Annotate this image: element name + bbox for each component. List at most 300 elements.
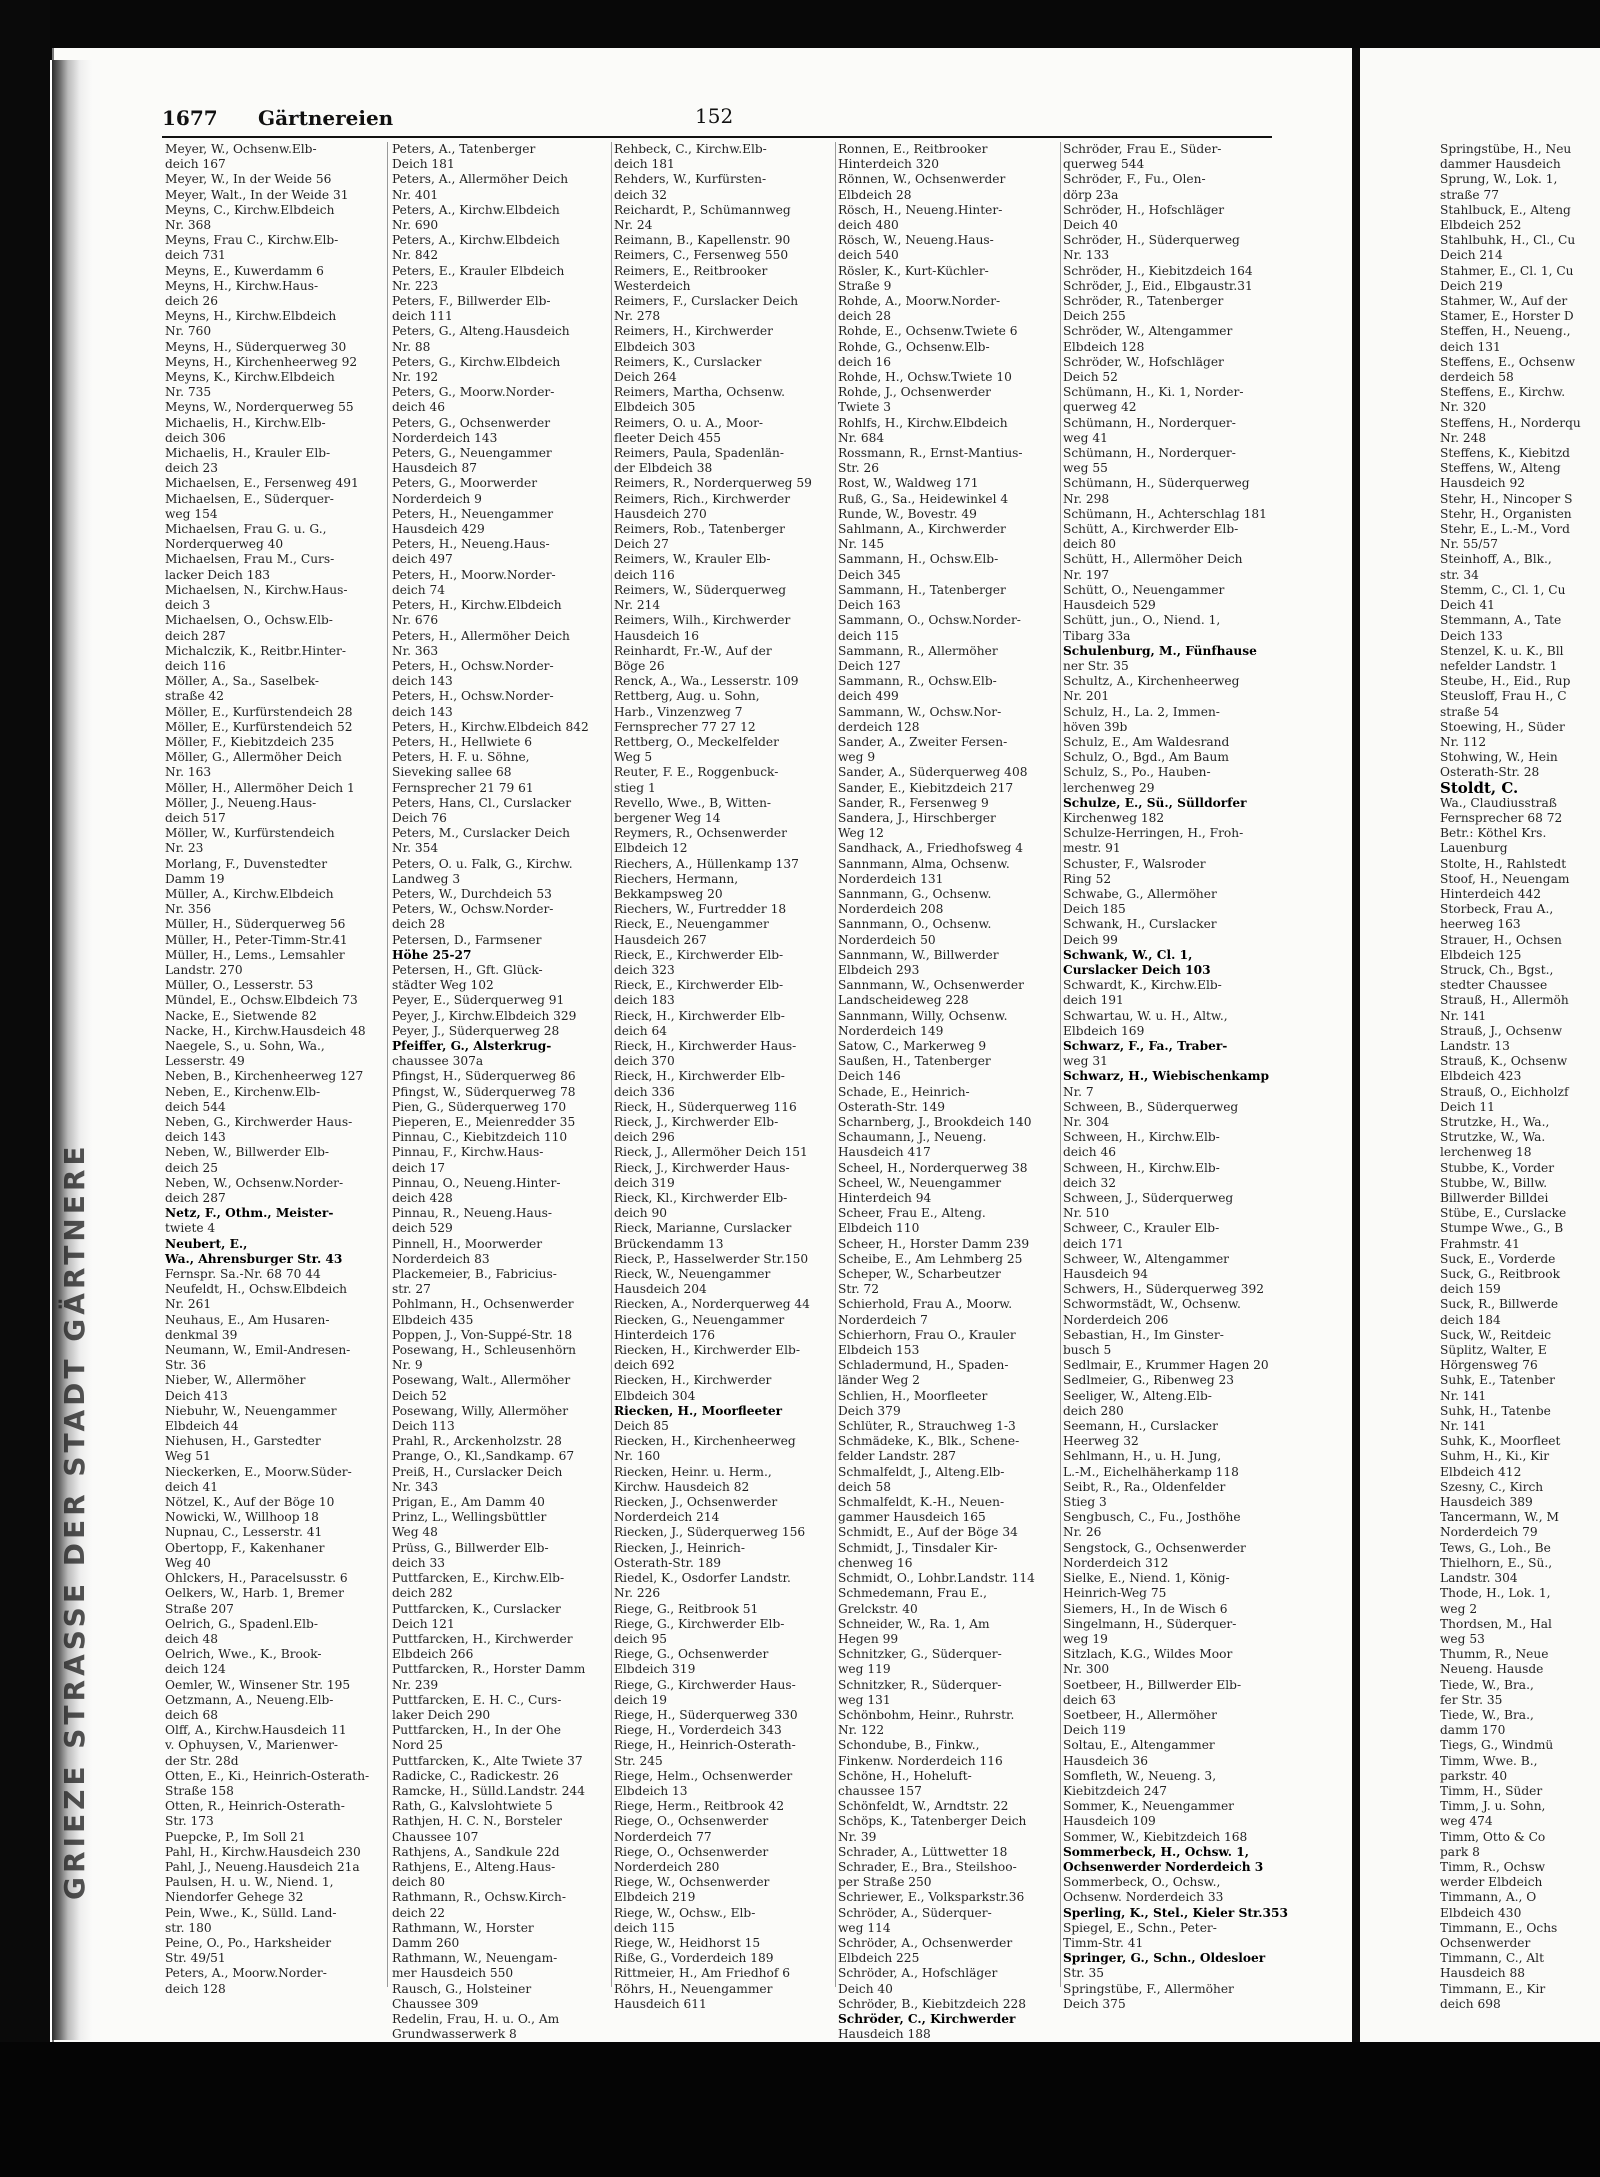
directory-line: Peters, H. F. u. Söhne, xyxy=(392,750,530,765)
directory-line: Schwardt, K., Kirchw.Elb- xyxy=(1063,978,1222,993)
directory-line: Hausdeich 92 xyxy=(1440,476,1525,491)
directory-line: Elbdeich 13 xyxy=(614,1783,688,1798)
directory-line: Schweer, W., Altengammer xyxy=(1063,1251,1230,1266)
directory-line: deich 159 xyxy=(1440,1282,1501,1297)
directory-line: Elbdeich 266 xyxy=(392,1647,474,1662)
directory-line: Elbdeich 304 xyxy=(614,1388,696,1403)
directory-line: Rohde, H., Ochsw.Twiete 10 xyxy=(838,370,1012,385)
directory-line: Nr. 214 xyxy=(614,598,661,613)
directory-line: Reimers, Wilh., Kirchwerder xyxy=(614,613,791,628)
column-divider xyxy=(611,142,612,1987)
directory-line: Riechers, A., Hüllenkamp 137 xyxy=(614,856,799,871)
directory-line: Westerdeich xyxy=(614,278,691,293)
directory-line: Schierhold, Frau A., Moorw. xyxy=(838,1297,1013,1312)
directory-column-4 xyxy=(838,142,1060,2042)
directory-line: deich 90 xyxy=(614,1206,667,1221)
directory-line: Schweer, C., Krauler Elb- xyxy=(1063,1221,1220,1236)
directory-line: Möller, A., Sa., Saselbek- xyxy=(165,674,320,689)
directory-line: Möller, E., Kurfürstendeich 28 xyxy=(165,704,353,719)
directory-line: deich 26 xyxy=(165,294,218,309)
directory-line: Thielhorn, E., Sü., xyxy=(1440,1555,1553,1570)
directory-line: Rehders, W., Kurfürsten- xyxy=(614,172,767,187)
directory-line: Mündel, E., Ochsw.Elbdeich 73 xyxy=(165,993,358,1008)
directory-line: Sedlmair, E., Krummer Hagen 20 xyxy=(1063,1358,1269,1373)
directory-line: Meyns, Frau C., Kirchw.Elb- xyxy=(165,233,339,248)
directory-line: Neueng. Hausde xyxy=(1440,1662,1544,1677)
directory-line: Peters, A., Kirchw.Elbdeich xyxy=(392,202,560,217)
directory-line: Rieck, E., Kirchwerder Elb- xyxy=(614,947,784,962)
directory-line: Stubbe, W., Billw. xyxy=(1440,1175,1548,1190)
directory-line: v. Ophuysen, V., Marienwer- xyxy=(165,1738,339,1753)
directory-line: Petersen, D., Farmsener xyxy=(392,932,542,947)
directory-line: deich 28 xyxy=(838,309,891,324)
directory-line: straße 77 xyxy=(1440,187,1499,202)
directory-line: Rieck, W., Neuengammer xyxy=(614,1267,771,1282)
directory-line: Böge 26 xyxy=(614,658,665,673)
directory-line: Oelrich, Wwe., K., Brook- xyxy=(165,1647,322,1662)
directory-line: Elbdeich 28 xyxy=(838,187,912,202)
directory-line: weg 474 xyxy=(1440,1814,1493,1829)
directory-line: Sitzlach, K.G., Wildes Moor xyxy=(1063,1647,1233,1662)
directory-line: Schmidt, E., Auf der Böge 34 xyxy=(838,1525,1018,1540)
directory-line: Rösch, W., Neueng.Haus- xyxy=(838,233,994,248)
directory-line: Nr. 760 xyxy=(165,324,212,339)
directory-line: Ruß, G., Sa., Heidewinkel 4 xyxy=(838,491,1009,506)
directory-line: Peters, Hans, Cl., Curslacker xyxy=(392,795,572,810)
directory-line: Elbdeich 293 xyxy=(838,962,920,977)
directory-line: Reimers, O. u. A., Moor- xyxy=(614,415,764,430)
directory-line: Suck, R., Billwerde xyxy=(1440,1297,1559,1312)
directory-line: Riege, Helm., Ochsenwerder xyxy=(614,1768,793,1783)
directory-line: Nr. 26 xyxy=(1063,1525,1102,1540)
directory-line: Meyns, E., Kuwerdamm 6 xyxy=(165,263,324,278)
directory-line: Schütt, O., Neuengammer xyxy=(1063,582,1225,597)
directory-line: Nr. 223 xyxy=(392,278,439,293)
directory-line: Schierhorn, Frau O., Krauler xyxy=(838,1327,1016,1342)
directory-line: Tews, G., Loh., Be xyxy=(1440,1540,1551,1555)
directory-line: deich 115 xyxy=(614,1920,675,1935)
directory-line: deich 116 xyxy=(614,567,675,582)
directory-line: Michaelsen, E., Fersenweg 491 xyxy=(165,476,359,491)
directory-line: Stahmer, W., Auf der xyxy=(1440,294,1568,309)
directory-line: Strauß, H., Allermöh xyxy=(1440,993,1569,1008)
directory-line: Riege, H., Süderquerweg 330 xyxy=(614,1707,798,1722)
directory-line: deich 17 xyxy=(392,1160,445,1175)
directory-line: Norderdeich 149 xyxy=(838,1023,944,1038)
directory-line: deich 80 xyxy=(1063,537,1116,552)
directory-line: Schmedemann, Frau E., xyxy=(838,1586,987,1601)
directory-line: deich 370 xyxy=(614,1054,675,1069)
directory-line: Schulz, H., La. 2, Immen- xyxy=(1063,704,1220,719)
directory-line: Puttfarcken, H., Kirchwerder xyxy=(392,1631,573,1646)
directory-line: Deich 41 xyxy=(1440,598,1495,613)
directory-line: Elbdeich 303 xyxy=(614,339,696,354)
directory-line: Puepcke, P., Im Soll 21 xyxy=(165,1829,306,1844)
directory-line: Deich 219 xyxy=(1440,278,1503,293)
directory-line: Schröder, F., Fu., Olen- xyxy=(1063,172,1206,187)
directory-line: deich 111 xyxy=(392,309,453,324)
directory-line: deich 68 xyxy=(165,1707,218,1722)
directory-line: Puttfarcken, H., In der Ohe xyxy=(392,1723,562,1738)
directory-line: Nr. 24 xyxy=(614,218,653,233)
directory-line: Pohlmann, H., Ochsenwerder xyxy=(392,1297,574,1312)
directory-line: Nr. 690 xyxy=(392,218,439,233)
directory-line: Schröder, R., Tatenberger xyxy=(1063,294,1224,309)
directory-line: Michaelis, H., Krauler Elb- xyxy=(165,446,331,461)
directory-line: weg 119 xyxy=(838,1662,891,1677)
directory-line: deich 323 xyxy=(614,962,675,977)
directory-line: Springer, G., Schn., Oldesloer xyxy=(1063,1951,1266,1966)
scan-border-bottom xyxy=(0,2042,1600,2177)
directory-line: derdeich 128 xyxy=(838,719,920,734)
directory-line: Schümann, H., Ki. 1, Norder- xyxy=(1063,385,1244,400)
directory-line: Peters, G., Neuengammer xyxy=(392,446,552,461)
directory-line: dammer Hausdeich xyxy=(1440,157,1561,172)
directory-line: Rath, G., Kalvslohtwiete 5 xyxy=(392,1799,553,1814)
directory-line: Reimann, B., Kapellenstr. 90 xyxy=(614,233,791,248)
directory-line: Schröder, W., Hofschläger xyxy=(1063,354,1224,369)
directory-line: Prahl, R., Arckenholzstr. 28 xyxy=(392,1434,562,1449)
directory-line: Reimers, W., Krauler Elb- xyxy=(614,552,771,567)
directory-line: Spiegel, E., Schn., Peter- xyxy=(1063,1920,1217,1935)
directory-line: Meyer, W., Ochsenw.Elb- xyxy=(165,142,317,156)
directory-line: Deich 85 xyxy=(614,1419,669,1434)
directory-line: Hinterdeich 176 xyxy=(614,1327,716,1342)
directory-line: Reimers, Rob., Tatenberger xyxy=(614,522,785,537)
directory-line: Stoldt, C. xyxy=(1440,778,1519,797)
directory-line: Rösch, H., Neueng.Hinter- xyxy=(838,202,1003,217)
directory-line: Elbdeich 153 xyxy=(838,1343,920,1358)
directory-line: Möller, H., Allermöher Deich 1 xyxy=(165,780,355,795)
directory-line: denkmal 39 xyxy=(165,1327,238,1342)
directory-line: Meyns, H., Kirchenheerweg 92 xyxy=(165,354,358,369)
directory-line: Timm, H., Süder xyxy=(1440,1783,1543,1798)
directory-line: Hausdeich 417 xyxy=(838,1145,931,1160)
directory-line: Suck, G., Reitbrook xyxy=(1440,1267,1560,1282)
directory-line: Redelin, Frau, H. u. O., Am xyxy=(392,2011,560,2026)
directory-line: Schriewer, E., Volksparkstr.36 xyxy=(838,1890,1025,1905)
directory-line: Nr. 735 xyxy=(165,385,212,400)
directory-line: Rieck, E., Neuengammer xyxy=(614,917,769,932)
directory-line: Scheper, W., Scharbeutzer xyxy=(838,1267,1001,1282)
directory-line: heerweg 163 xyxy=(1440,917,1521,932)
directory-line: Neuhaus, E., Am Husaren- xyxy=(165,1312,330,1327)
directory-line: Landstr. 13 xyxy=(1440,1038,1510,1053)
directory-line: Rieck, H., Kirchwerder Elb- xyxy=(614,1069,785,1084)
directory-line: Hausdeich 109 xyxy=(1063,1814,1156,1829)
directory-line: Rost, W., Waldweg 171 xyxy=(838,476,979,491)
directory-line: Struck, Ch., Bgst., xyxy=(1440,962,1554,977)
directory-line: Nieckerken, E., Moorw.Süder- xyxy=(165,1464,352,1479)
directory-line: Norderdeich 83 xyxy=(392,1251,490,1266)
directory-line: Osterath-Str. 28 xyxy=(1440,765,1540,780)
directory-line: Schwank, W., Cl. 1, xyxy=(1063,947,1193,962)
directory-line: Nr. 356 xyxy=(165,902,212,917)
directory-line: Stoof, H., Neuengam xyxy=(1440,871,1570,886)
directory-line: Steffen, H., Neueng., xyxy=(1440,324,1571,339)
directory-line: Pahl, J., Neueng.Hausdeich 21a xyxy=(165,1859,360,1874)
directory-line: Peters, H., Ochsw.Norder- xyxy=(392,658,554,673)
directory-line: Schütt, A., Kirchwerder Elb- xyxy=(1063,522,1239,537)
directory-line: Scheer, H., Horster Damm 239 xyxy=(838,1236,1030,1251)
directory-line: Ochsenw. Norderdeich 33 xyxy=(1063,1890,1224,1905)
directory-line: Norderdeich 7 xyxy=(838,1312,928,1327)
directory-line: Riecken, A., Norderquerweg 44 xyxy=(614,1297,810,1312)
directory-line: Hausdeich 267 xyxy=(614,932,707,947)
directory-line: Elbdeich 319 xyxy=(614,1662,696,1677)
directory-line: Nr. 7 xyxy=(1063,1084,1094,1099)
directory-line: Str. 245 xyxy=(614,1753,663,1768)
directory-line: fleeter Deich 455 xyxy=(614,430,722,445)
directory-line: Tiede, W., Bra., xyxy=(1440,1677,1534,1692)
directory-line: Norderdeich 79 xyxy=(1440,1525,1538,1540)
directory-line: fer Str. 35 xyxy=(1440,1692,1503,1707)
directory-line: Stumpe Wwe., G., B xyxy=(1440,1221,1564,1236)
directory-line: Peters, F., Billwerder Elb- xyxy=(392,294,551,309)
directory-line: Norderdeich 312 xyxy=(1063,1555,1169,1570)
directory-line: Sammann, H., Ochsw.Elb- xyxy=(838,552,999,567)
directory-line: Stahlbuck, E., Alteng xyxy=(1440,202,1571,217)
directory-line: Deich 163 xyxy=(838,598,901,613)
directory-line: Thumm, R., Neue xyxy=(1440,1647,1549,1662)
directory-line: Heerweg 32 xyxy=(1063,1434,1139,1449)
directory-line: Suhk, E., Tatenber xyxy=(1440,1373,1555,1388)
directory-line: Pinnell, H., Moorwerder xyxy=(392,1236,543,1251)
directory-line: Sammann, O., Ochsw.Norder- xyxy=(838,613,1021,628)
directory-line: Schlien, H., Moorfleeter xyxy=(838,1388,988,1403)
directory-line: Hinterdeich 320 xyxy=(838,157,940,172)
directory-line: Hausdeich 88 xyxy=(1440,1966,1525,1981)
directory-line: Schröder, B., Kiebitzdeich 228 xyxy=(838,1996,1026,2011)
directory-line: Billwerder Billdei xyxy=(1440,1191,1549,1206)
directory-line: Schmalfeldt, J., Alteng.Elb- xyxy=(838,1464,1005,1479)
directory-line: Brückendamm 13 xyxy=(614,1236,724,1251)
directory-line: deich 58 xyxy=(838,1479,891,1494)
directory-line: deich 63 xyxy=(1063,1692,1116,1707)
directory-line: Schlüter, R., Strauchweg 1-3 xyxy=(838,1419,1016,1434)
directory-line: Landstr. 304 xyxy=(1440,1571,1518,1586)
directory-line: deich 23 xyxy=(165,461,218,476)
directory-line: Nr. 133 xyxy=(1063,248,1110,263)
directory-line: Tancermann, W., M xyxy=(1440,1510,1559,1525)
directory-line: Fernspr. Sa.-Nr. 68 70 44 xyxy=(165,1267,321,1282)
directory-line: Schladermund, H., Spaden- xyxy=(838,1358,1009,1373)
directory-line: Nacke, H., Kirchw.Hausdeich 48 xyxy=(165,1023,366,1038)
directory-line: deich 544 xyxy=(165,1099,226,1114)
directory-line: Rieck, J., Kirchwerder Elb- xyxy=(614,1115,779,1129)
directory-line: Peters, G., Moorwerder xyxy=(392,476,538,491)
directory-line: Elbdeich 423 xyxy=(1440,1069,1522,1084)
directory-line: Puttfarcken, K., Alte Twiete 37 xyxy=(392,1753,583,1768)
directory-line: Suhm, H., Ki., Kir xyxy=(1440,1449,1550,1464)
directory-line: Sannmann, Alma, Ochsenw. xyxy=(838,856,1010,871)
directory-line: Soltau, E., Altengammer xyxy=(1063,1738,1215,1753)
directory-line: Nr. 343 xyxy=(392,1479,439,1494)
directory-line: Müller, A., Kirchw.Elbdeich xyxy=(165,886,334,901)
directory-line: Pinnau, C., Kiebitzdeich 110 xyxy=(392,1130,568,1145)
directory-line: deich 28 xyxy=(392,917,445,932)
directory-line: Bekkampsweg 20 xyxy=(614,886,723,901)
directory-line: Peters, H., Hellwiete 6 xyxy=(392,734,532,749)
directory-line: Riege, G., Reitbrook 51 xyxy=(614,1601,759,1616)
directory-line: Riecken, J., Süderquerweg 156 xyxy=(614,1525,806,1540)
directory-line: Peters, G., Ochsenwerder xyxy=(392,415,551,430)
directory-line: Seemann, H., Curslacker xyxy=(1063,1419,1218,1434)
directory-line: Meyns, C., Kirchw.Elbdeich xyxy=(165,202,335,217)
directory-line: Norderdeich 77 xyxy=(614,1829,712,1844)
directory-line: der Str. 28d xyxy=(165,1753,239,1768)
directory-line: Fernsprecher 68 72 xyxy=(1440,810,1563,825)
directory-line: Chaussee 107 xyxy=(392,1829,479,1844)
directory-line: Str. 35 xyxy=(1063,1966,1104,1981)
directory-line: Neben, B., Kirchenheerweg 127 xyxy=(165,1069,364,1084)
directory-line: Schwabe, G., Allermöher xyxy=(1063,886,1217,901)
directory-line: Timmann, C., Alt xyxy=(1440,1951,1544,1966)
directory-line: Riecken, Heinr. u. Herm., xyxy=(614,1464,772,1479)
directory-line: Schwormstädt, W., Ochsenw. xyxy=(1063,1297,1241,1312)
directory-line: weg 114 xyxy=(838,1920,891,1935)
directory-line: weg 131 xyxy=(838,1692,891,1707)
directory-line: Oemler, W., Winsener Str. 195 xyxy=(165,1677,351,1692)
directory-line: Strauß, K., Ochsenw xyxy=(1440,1054,1568,1069)
directory-line: Stemmann, A., Tate xyxy=(1440,613,1562,628)
directory-line: Pfeiffer, G., Alsterkrug- xyxy=(392,1038,552,1053)
directory-line: Müller, H., Peter-Timm-Str.41 xyxy=(165,932,348,947)
directory-line: Str. 26 xyxy=(838,461,879,476)
directory-line: weg 41 xyxy=(1063,430,1108,445)
directory-line: Schulenburg, M., Fünfhause xyxy=(1063,643,1257,658)
directory-line: Schröder, H., Hofschläger xyxy=(1063,202,1225,217)
directory-line: Neufeldt, H., Ochsw.Elbdeich xyxy=(165,1282,348,1297)
directory-line: Harb., Vinzenzweg 7 xyxy=(614,704,743,719)
directory-line: Schütt, H., Allermöher Deich xyxy=(1063,552,1243,567)
directory-line: Stieg 3 xyxy=(1063,1495,1107,1510)
directory-line: Stahlbuhk, H., Cl., Cu xyxy=(1440,233,1576,248)
directory-line: Str. 72 xyxy=(838,1282,879,1297)
directory-line: Nowicki, W., Willhoop 18 xyxy=(165,1510,319,1525)
directory-line: Möller, W., Kurfürstendeich xyxy=(165,826,335,841)
directory-line: Soetbeer, H., Allermöher xyxy=(1063,1707,1217,1722)
directory-line: Str. 49/51 xyxy=(165,1951,226,1966)
directory-line: Pinnau, O., Neueng.Hinter- xyxy=(392,1175,561,1190)
directory-line: Riecken, J., Ochsenwerder xyxy=(614,1495,778,1510)
directory-line: Norderdeich 50 xyxy=(838,932,936,947)
directory-line: Poppen, J., Von-Suppé-Str. 18 xyxy=(392,1327,573,1342)
directory-line: Pien, G., Süderquerweg 170 xyxy=(392,1099,567,1114)
directory-line: deich 287 xyxy=(165,1191,226,1206)
directory-line: Pieperen, E., Meienredder 35 xyxy=(392,1115,576,1129)
directory-line: Deich 379 xyxy=(838,1403,901,1418)
directory-line: Elbdeich 219 xyxy=(614,1890,696,1905)
spine-text: GRIEZE STRASSE DER STADT GÄRTNERE xyxy=(58,1142,91,1900)
directory-line: Somfleth, W., Neueng. 3, xyxy=(1063,1768,1217,1783)
directory-line: Elbdeich 435 xyxy=(392,1312,474,1327)
page-number-center: 152 xyxy=(695,104,734,128)
directory-line: Norderdeich 131 xyxy=(838,871,944,886)
directory-line: Szesny, C., Kirch xyxy=(1440,1479,1544,1494)
directory-line: Timm, R., Ochsw xyxy=(1440,1859,1546,1874)
directory-line: Nr. 192 xyxy=(392,370,439,385)
directory-line: mestr. 91 xyxy=(1063,841,1121,856)
directory-line: Neben, W., Ochsenw.Norder- xyxy=(165,1175,344,1190)
directory-line: Nieber, W., Allermöher xyxy=(165,1373,306,1388)
directory-line: Schöne, H., Hoheluft- xyxy=(838,1768,972,1783)
directory-line: Schrader, E., Bra., Steilshoo- xyxy=(838,1859,1017,1874)
directory-line: Singelmann, H., Süderquer- xyxy=(1063,1616,1237,1631)
directory-line: Pein, Wwe., K., Sülld. Land- xyxy=(165,1905,337,1920)
directory-line: Schuster, F., Walsroder xyxy=(1063,856,1206,871)
directory-line: Riege, G., Ochsenwerder xyxy=(614,1647,769,1662)
directory-line: Riecken, J., Heinrich- xyxy=(614,1540,745,1555)
directory-line: Otten, R., Heinrich-Osterath- xyxy=(165,1799,345,1814)
directory-line: Preiß, H., Curslacker Deich xyxy=(392,1464,563,1479)
directory-line: Reimers, Martha, Ochsenw. xyxy=(614,385,786,400)
directory-line: deich 181 xyxy=(614,157,675,172)
directory-line: Norderdeich 9 xyxy=(392,491,482,506)
page-gutter xyxy=(1352,48,1360,2042)
directory-line: Sander, A., Zweiter Fersen- xyxy=(838,734,1008,749)
directory-line: Deich 264 xyxy=(614,370,677,385)
directory-line: städter Weg 102 xyxy=(392,978,494,993)
directory-line: Puttfarcken, K., Curslacker xyxy=(392,1601,561,1616)
directory-line: Deich 127 xyxy=(838,658,901,673)
directory-line: Nr. 368 xyxy=(165,218,212,233)
directory-line: Möller, F., Kiebitzdeich 235 xyxy=(165,734,335,749)
directory-line: Hinterdeich 442 xyxy=(1440,886,1542,901)
directory-line: Olff, A., Kirchw.Hausdeich 11 xyxy=(165,1723,347,1738)
directory-line: deich 32 xyxy=(1063,1175,1116,1190)
directory-line: deich 698 xyxy=(1440,1996,1501,2011)
directory-line: Rieck, Marianne, Curslacker xyxy=(614,1221,792,1236)
directory-line: Fernsprecher 77 27 12 xyxy=(614,719,756,734)
directory-line: Nr. 842 xyxy=(392,248,439,263)
directory-line: Norderdeich 280 xyxy=(614,1859,720,1874)
directory-line: deich 22 xyxy=(392,1905,445,1920)
directory-line: Rathjens, A., Sandkule 22d xyxy=(392,1844,560,1859)
page-header xyxy=(162,104,1272,138)
directory-line: Reimers, R., Norderquerweg 59 xyxy=(614,476,812,491)
directory-line: Obertopp, F., Kakenhaner xyxy=(165,1540,325,1555)
directory-line: Timm-Str. 41 xyxy=(1063,1935,1144,1950)
directory-line: Schween, H., Kirchw.Elb- xyxy=(1063,1160,1220,1175)
directory-line: weg 53 xyxy=(1440,1631,1485,1646)
directory-line: Elbdeich 12 xyxy=(614,841,688,856)
directory-line: deich 480 xyxy=(838,218,899,233)
directory-line: Suhk, K., Moorfleet xyxy=(1440,1434,1561,1449)
directory-line: Hegen 99 xyxy=(838,1631,899,1646)
directory-line: Rathjens, E., Alteng.Haus- xyxy=(392,1859,556,1874)
directory-line: Reimers, W., Süderquerweg xyxy=(614,582,787,597)
directory-line: Reymers, R., Ochsenwerder xyxy=(614,826,787,841)
directory-line: Ronnen, E., Reitbrooker xyxy=(838,142,988,156)
directory-line: Oetzmann, A., Neueng.Elb- xyxy=(165,1692,334,1707)
directory-line: Prange, O., Kl.,Sandkamp. 67 xyxy=(392,1449,575,1464)
directory-line: Schween, J., Süderquerweg xyxy=(1063,1191,1234,1206)
directory-line: deich 64 xyxy=(614,1023,667,1038)
directory-line: Meyns, H., Süderquerweg 30 xyxy=(165,339,347,354)
directory-line: Sammann, W., Ochsw.Nor- xyxy=(838,704,1002,719)
directory-line: Elbdeich 430 xyxy=(1440,1905,1522,1920)
directory-line: deich 19 xyxy=(614,1692,667,1707)
directory-line: Riege, Herm., Reitbrook 42 xyxy=(614,1799,785,1814)
directory-line: Peters, W., Ochsw.Norder- xyxy=(392,902,554,917)
directory-line: Weg 48 xyxy=(392,1525,438,1540)
directory-line: Rettberg, O., Meckelfelder xyxy=(614,734,779,749)
directory-line: Schröder, C., Kirchwerder xyxy=(838,2011,1016,2026)
directory-line: Satow, C., Markerweg 9 xyxy=(838,1038,987,1053)
directory-line: Scheel, W., Neuengammer xyxy=(838,1175,1002,1190)
directory-line: Schwank, H., Curslacker xyxy=(1063,917,1217,932)
